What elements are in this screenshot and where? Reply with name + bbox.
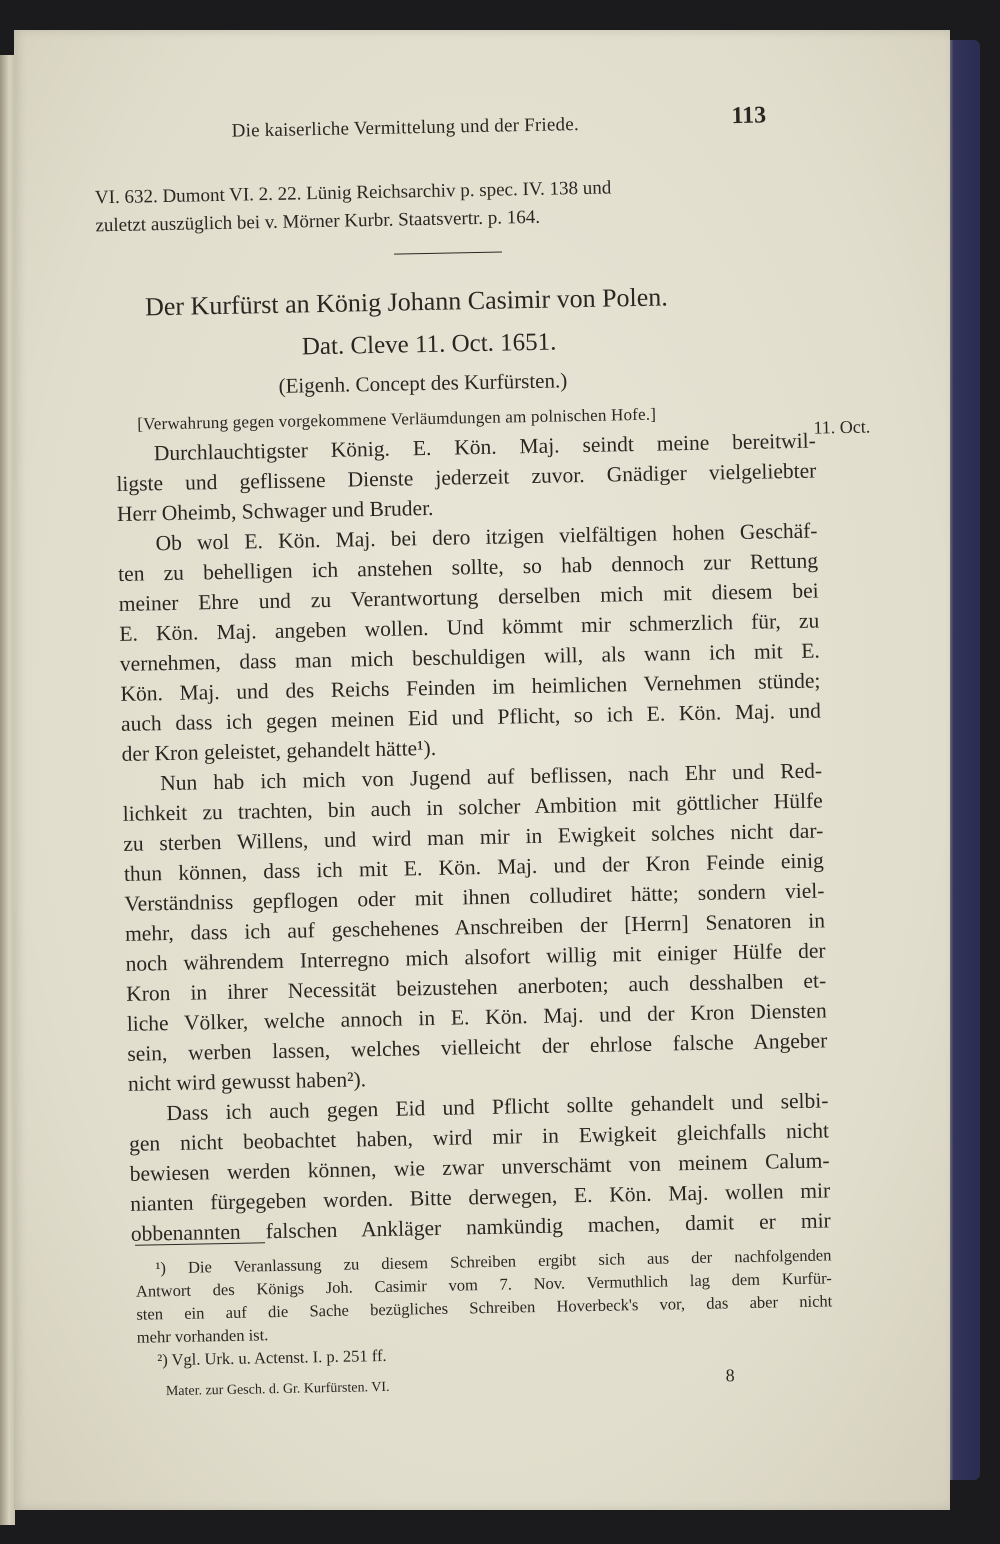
body-line: Kön. Maj. und des Reichs Feinden im heimlichen Vernehmen stünde; — [120, 668, 821, 706]
reference-line: VI. 632. Dumont VI. 2. 22. Lünig Reichsarchiv p. spec. IV. 138 und — [94, 177, 612, 209]
body-line: thun können, dass ich mit E. Kön. Maj. und der Kron Feinde einig — [123, 848, 825, 886]
letter-body — [116, 426, 831, 1249]
body-line: nicht wird gewusst haben²). — [127, 1067, 367, 1096]
body-line: lichkeit zu trachten, bin auch in solcher Ambition mit göttlicher Hülfe — [122, 788, 823, 826]
document-summary: [Verwahrung gegen vorgekommene Verläumdungen am polnischen Hofe.] — [137, 404, 657, 434]
running-head: Die kaiserliche Vermittelung und der Friede. — [231, 114, 580, 142]
body-line: sein, werben lassen, welches vielleicht der ehrlose falsche Angeber — [127, 1028, 828, 1066]
footnote-line: Antwort des Königs Joh. Casimir vom 7. Nov. Vermuthlich lag dem Kurfür- — [135, 1268, 832, 1301]
footnotes — [135, 1243, 833, 1371]
footnote-line: mehr vorhanden ist. — [136, 1325, 269, 1347]
body-line: auch dass ich gegen meinen Eid und Pflicht, so ich E. Kön. Maj. und — [120, 698, 822, 736]
body-line: Verständniss gepflogen oder mit ihnen colludiret hätte; sondern viel- — [124, 878, 825, 916]
body-line: gen nicht beobachtet haben, wird mir in Ewigkeit gleichfalls nicht — [128, 1118, 830, 1156]
page-content — [0, 21, 964, 1519]
footnote-line: ²) Vgl. Urk. u. Actenst. I. p. 251 ff. — [157, 1345, 387, 1370]
body-line: bewiesen werden können, wie zwar unverschämt von meinem Calum- — [129, 1148, 830, 1186]
document-source: (Eigenh. Concept des Kurfürsten.) — [278, 368, 568, 398]
body-line: der Kron geleistet, gehandelt hätte¹). — [121, 735, 437, 766]
body-line: meiner Ehre und zu Verantwortung derselben mich mit diesem bei — [118, 578, 819, 616]
book-page — [14, 30, 950, 1510]
body-line: Dass ich auch gegen Eid und Pflicht sollte gehandelt und selbi- — [166, 1088, 829, 1126]
printer-signature: Mater. zur Gesch. d. Gr. Kurfürsten. VI. — [165, 1379, 390, 1400]
document-dateline: Dat. Cleve 11. Oct. 1651. — [301, 328, 557, 361]
body-line: obbenannten falschen Ankläger namkündig machen, damit er mir — [130, 1208, 831, 1246]
body-line: Nun hab ich mich von Jugend auf beflissen, nach Ehr und Red- — [159, 758, 823, 796]
margin-date: 11. Oct. — [813, 416, 871, 438]
sheet-number: 8 — [725, 1365, 735, 1386]
body-line: Kron in ihrer Necessität beizustehen anerboten; auch desshalben et- — [126, 968, 827, 1006]
body-line: mehr, dass ich auf geschehenes Anschreiben der [Herrn] Senatoren in — [124, 908, 826, 946]
footnote-line: sten ein auf die Sache bezügliches Schreiben Hoverbeck's vor, das aber nicht — [136, 1291, 833, 1324]
footnote-line: ¹) Die Veranlassung zu diesem Schreiben ergibt sich aus der nachfolgenden — [155, 1245, 832, 1278]
body-line: vernehmen, dass man mich beschuldigen will, als wann ich mit E. — [119, 638, 820, 676]
body-line: noch währendem Interregno mich alsofort willig mit einiger Hülfe der — [125, 938, 826, 976]
body-line: Herr Oheimb, Schwager und Bruder. — [116, 495, 434, 526]
section-divider — [394, 252, 502, 255]
body-line: ligste und geflissene Dienste jederzeit zuvor. Gnädiger vielgeliebter — [116, 458, 817, 496]
body-line: liche Völker, welche annoch in E. Kön. Maj. und der Kron Diensten — [126, 998, 827, 1036]
document-title: Der Kurfürst an König Johann Casimir von Polen. — [144, 282, 669, 322]
body-line: nianten fürgegeben worden. Bitte derwegen, E. Kön. Maj. wollen mir — [130, 1178, 831, 1216]
body-line: E. Kön. Maj. angeben wollen. Und kömmt mir schmerzlich für, zu — [119, 608, 820, 646]
body-line: Ob wol E. Kön. Maj. bei dero itzigen vielfältigen hohen Geschäf- — [155, 518, 818, 556]
reference-line: zuletzt auszüglich bei v. Mörner Kurbr. Staatsvertr. p. 164. — [95, 206, 541, 237]
page-number: 113 — [731, 102, 767, 130]
body-line: ten zu behelligen ich anstehen sollte, so hab dennoch zur Rettung — [117, 548, 819, 586]
body-line: Durchlauchtigster König. E. Kön. Maj. seindt meine bereitwil- — [153, 428, 816, 466]
body-line: zu sterben Willens, und wird man mir in Ewigkeit solches nicht dar- — [123, 818, 824, 856]
